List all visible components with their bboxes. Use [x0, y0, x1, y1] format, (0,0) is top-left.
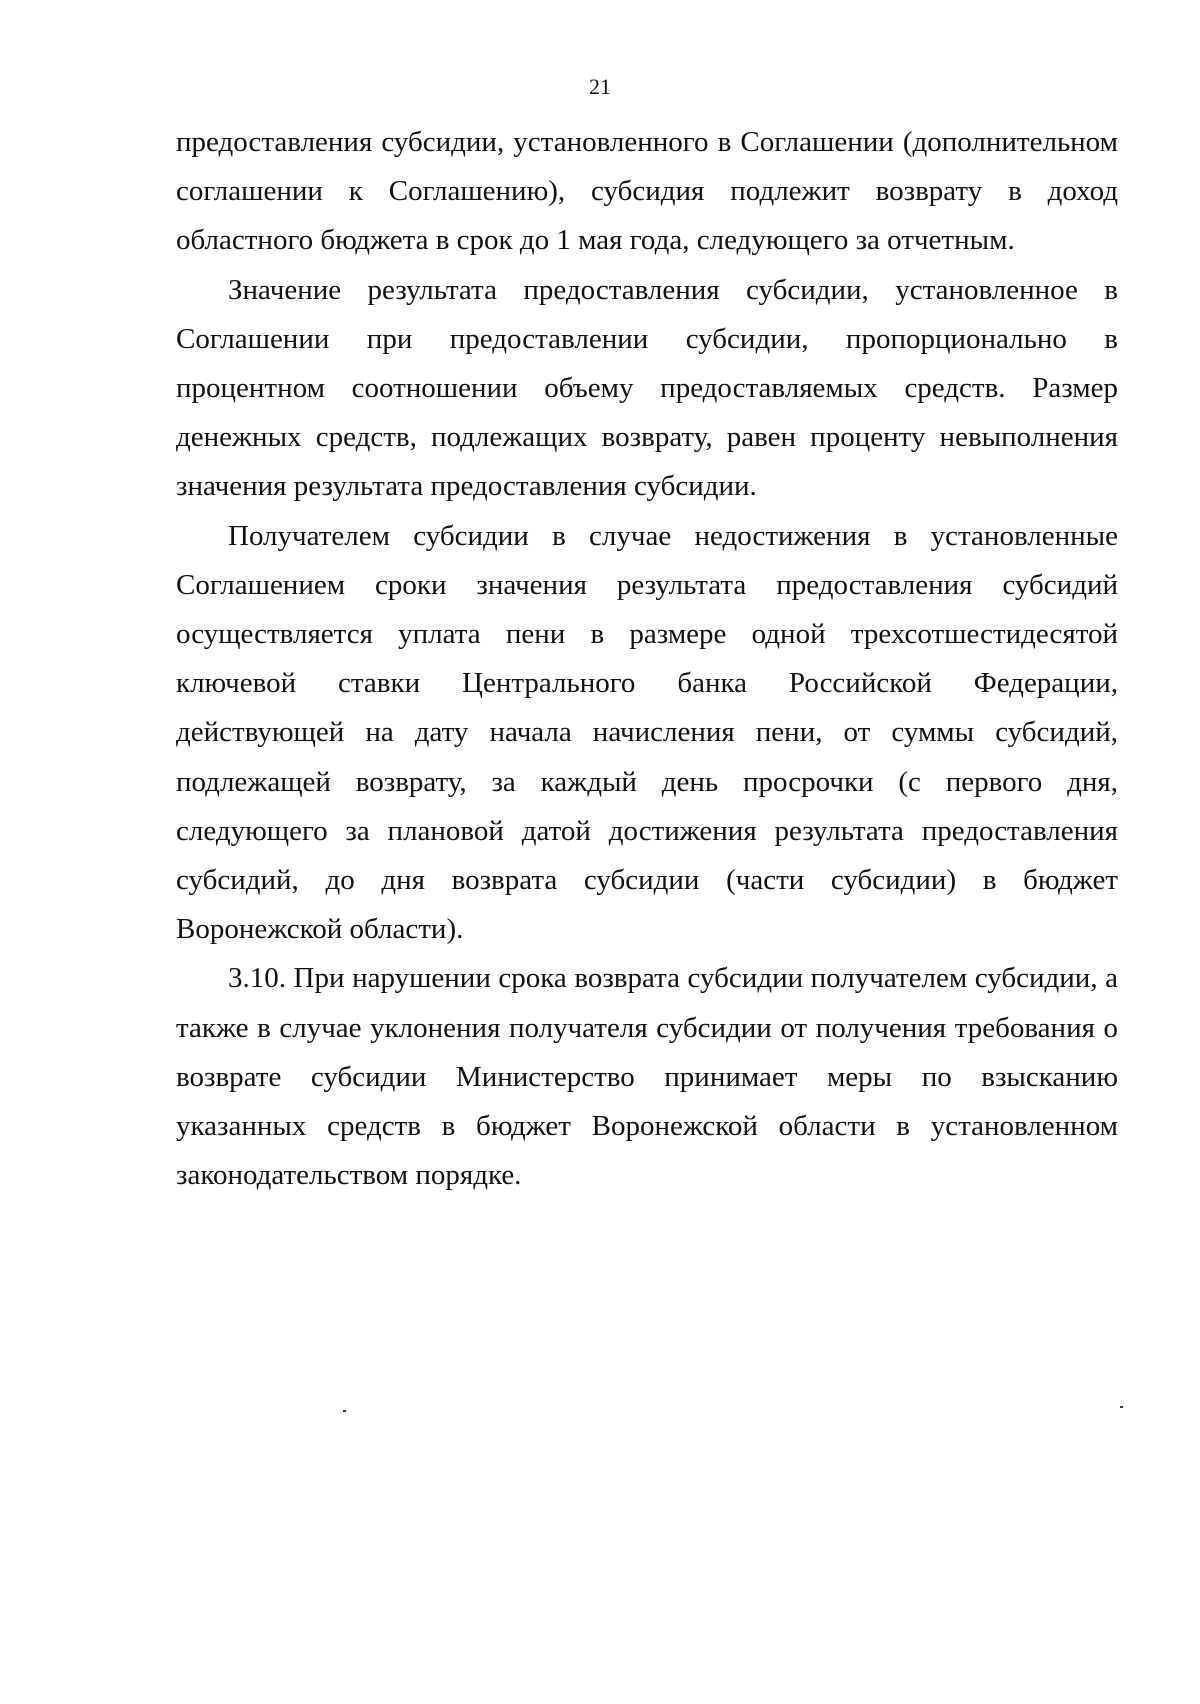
document-body: [176, 118, 1118, 1200]
paragraph-clause-3-10: 3.10. При нарушении срока возврата субсидии получателем субсидии, а также в случае уклонения получателя субсидии от получения требования о возврате субсидии Министерство принимает меры по взысканию указанных средств в бюджет Воронежской области в установленном законодательством порядке.: [176, 962, 1118, 1192]
scan-speck: [1120, 1406, 1123, 1408]
paragraph-penalty: Получателем субсидии в случае недостижения в установленные Соглашением сроки значения результата предоставления субсидий осуществляется уплата пени в размере одной трехсотшестидесятой ключевой ставки Центрального банка Российской Федерации, действующей на дату начала начисления пени, от суммы субсидий, подлежащей возврату, за каждый день просрочки (с первого дня, следующего за плановой датой достижения результата предоставления субсидий, до дня возврата субсидии (части субсидии) в бюджет Воронежской области).: [176, 519, 1118, 946]
scan-speck: [343, 1410, 346, 1412]
paragraph-continuation: предоставления субсидии, установленного в Соглашении (дополнительном соглашении к Соглашению), субсидия подлежит возврату в доход областного бюджета в срок до 1 мая года, следующего за отчетным.: [176, 126, 1118, 257]
paragraph-result-value: Значение результата предоставления субсидии, установленное в Соглашении при предоставлении субсидии, пропорционально в процентном соотношении объему предоставляемых средств. Размер денежных средств, подлежащих возврату, равен проценту невыполнения значения результата предоставления субсидии.: [176, 273, 1118, 503]
page-number: 21: [589, 74, 611, 99]
